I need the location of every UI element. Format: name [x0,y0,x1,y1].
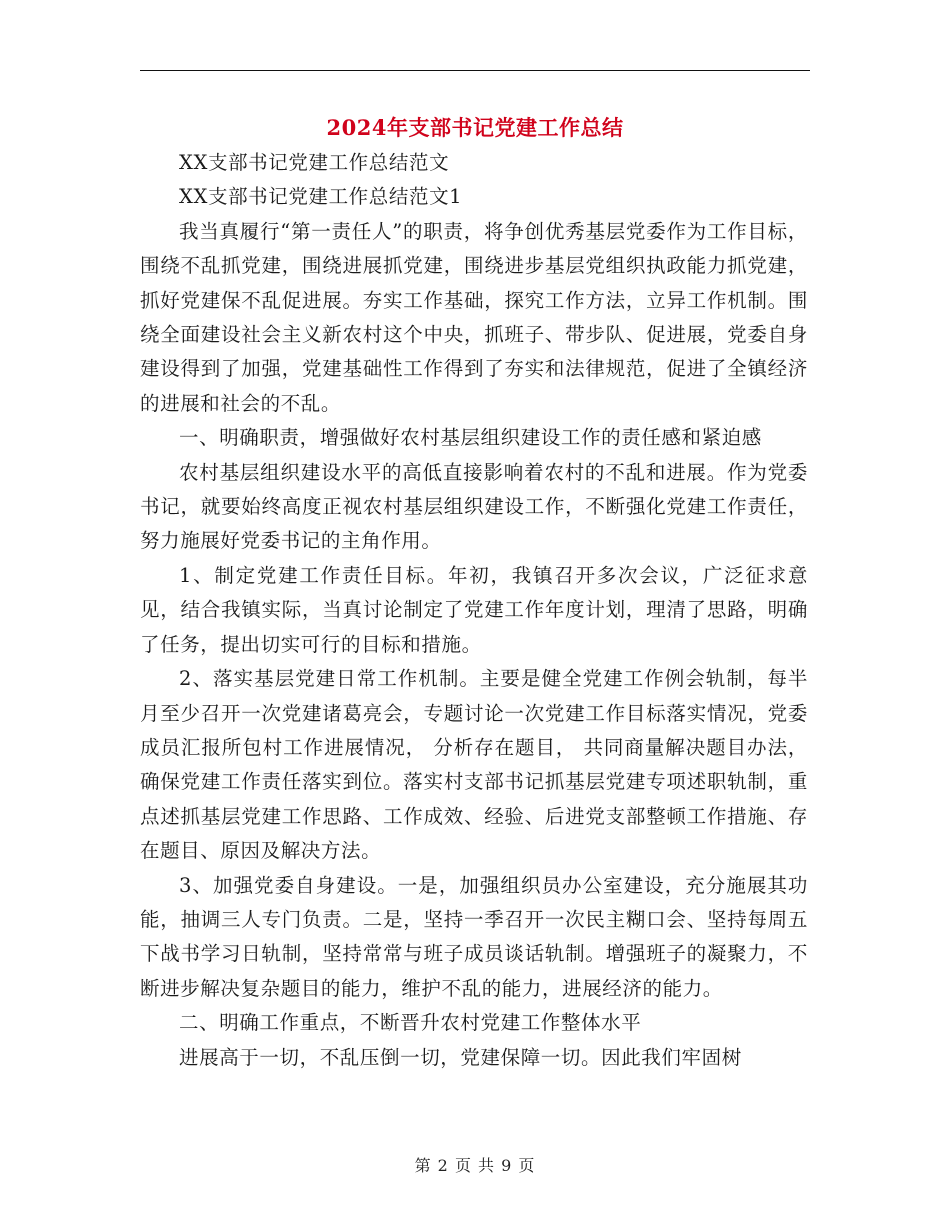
header-rule [140,70,810,71]
paragraph: 农村基层组织建设水平的高低直接影响着农村的不乱和进展。作为党委书记，就要始终高度正视农村基层组织建设工作，不断强化党建工作责任，努力施展好党委书记的主角作用。 [140,460,808,553]
paragraph: 1、制定党建工作责任目标。年初，我镇召开多次会议，广泛征求意见，结合我镇实际，当真讨论制定了党建工作年度计划，理清了思路，明确了任务，提出切实可行的目标和措施。 [140,563,808,656]
page-number: 第 2 页 共 9 页 [414,1156,536,1175]
paragraph: 进展高于一切，不乱压倒一切，党建保障一切。因此我们牢固树 [179,1045,742,1069]
section-heading: 二、明确工作重点，不断晋升农村党建工作整体水平 [179,1011,642,1035]
paragraph: 2、落实基层党建日常工作机制。主要是健全党建工作例会轨制，每半月至少召开一次党建诸葛亮会，专题讨论一次党建工作目标落实情况，党委成员汇报所包村工作进展情况， 分析存在题目， 共同商量解决题目办法，确保党建工作责任落实到位。落实村支部书记抓基层党建专项述职轨制，重点述抓基层党建工作思路、工作成效、经验、后进党支部整顿工作措施、存在题目、原因及解决方法。 [140,667,808,863]
document-title: 2024年支部书记党建工作总结 [326,115,624,140]
paragraph: XX支部书记党建工作总结范文 [179,151,450,174]
paragraph: 我当真履行“第一责任人”的职责，将争创优秀基层党委作为工作目标，围绕不乱抓党建，围绕进展抓党建，围绕进步基层党组织执政能力抓党建，抓好党建保不乱促进展。夯实工作基础，探究工作方法，立异工作机制。围绕全面建设社会主义新农村这个中央，抓班子、带步队、促进展，党委自身建设得到了加强，党建基础性工作得到了夯实和法律规范，促进了全镇经济的进展和社会的不乱。 [140,219,808,415]
document-body [140,146,808,1075]
paragraph: 3、加强党委自身建设。一是，加强组织员办公室建设，充分施展其功能，抽调三人专门负责。二是，坚持一季召开一次民主糊口会、坚持每周五下战书学习日轨制，坚持常常与班子成员谈话轨制。增强班子的凝聚力，不断进步解决复杂题目的能力，维护不乱的能力，进展经济的能力。 [140,873,808,1000]
paragraph: XX支部书记党建工作总结范文1 [179,185,463,209]
section-heading: 一、明确职责，增强做好农村基层组织建设工作的责任感和紧迫感 [179,426,762,450]
